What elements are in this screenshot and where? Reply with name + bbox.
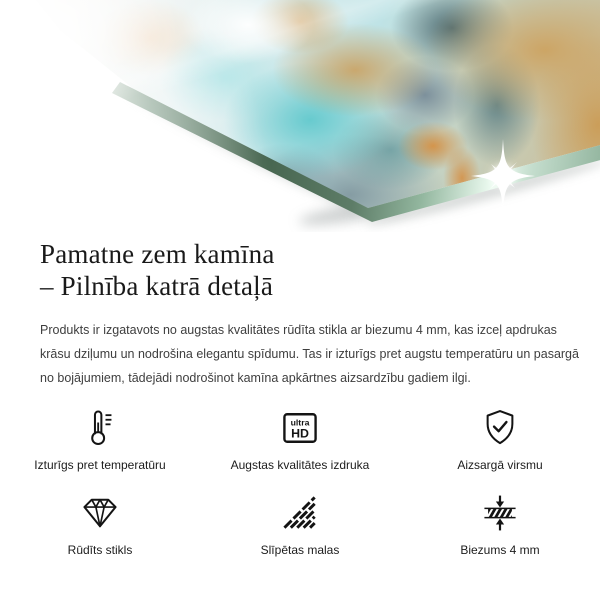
shield-check-icon — [478, 406, 522, 450]
sparkle-icon — [463, 136, 543, 216]
product-description — [40, 318, 579, 390]
feature-polished-edges — [200, 489, 400, 557]
ultra-hd-icon — [278, 406, 322, 450]
diamond-icon — [78, 491, 122, 535]
feature-label: Biezums 4 mm — [460, 543, 540, 558]
ultra-hd-icon-text-bottom: HD — [291, 426, 309, 441]
page-title — [40, 239, 560, 302]
description-line: no bojājumiem, tādejādi nodrošinot kamīna apkārtnes aizsardzību gadiem ilgi. — [40, 371, 471, 386]
feature-protects-surface — [400, 404, 600, 472]
product-description-block — [0, 232, 600, 557]
thickness-arrows-icon — [478, 491, 522, 535]
feature-tempered-glass — [0, 489, 200, 557]
description-line: krāsu dziļumu un nodrošina elegantu spīdumu. Tas ir izturīgs pret augstu temperatūru un pasargā — [40, 347, 579, 362]
features-grid — [0, 404, 600, 557]
ultra-hd-icon-text-top: ultra — [290, 417, 310, 428]
beveled-edge-icon — [278, 491, 322, 535]
feature-print-quality — [200, 404, 400, 472]
feature-label: Augstas kvalitātes izdruka — [230, 458, 370, 473]
page-title-line1: Pamatne zem kamīna — [40, 239, 275, 269]
product-image — [0, 0, 600, 232]
feature-label: Izturīgs pret temperatūru — [34, 458, 166, 473]
feature-label: Slīpētas malas — [260, 543, 340, 558]
feature-thickness — [400, 489, 600, 557]
feature-temperature — [0, 404, 200, 472]
description-line: Produkts ir izgatavots no augstas kvalitātes rūdīta stikla ar biezumu 4 mm, kas izceļ apdrukas — [40, 323, 557, 338]
feature-label: Rūdīts stikls — [67, 543, 133, 558]
thermometer-icon — [78, 406, 122, 450]
page-title-line2: – Pilnība katrā detaļā — [40, 270, 274, 301]
feature-label: Aizsargā virsmu — [457, 458, 543, 473]
